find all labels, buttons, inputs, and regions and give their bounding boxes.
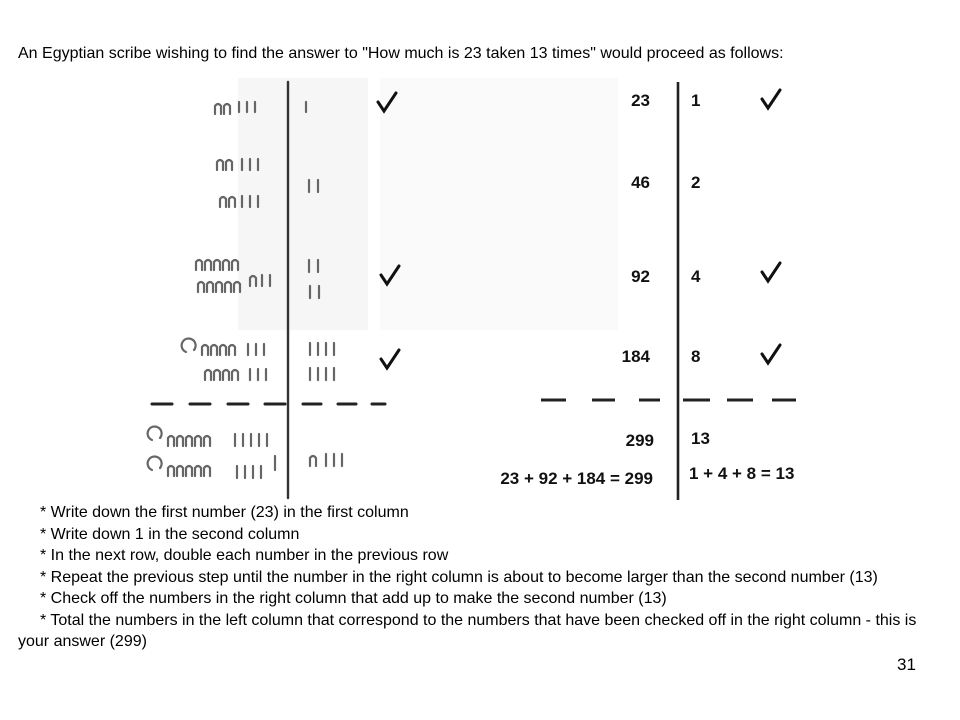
instruction-item: * Write down the first number (23) in the first column	[40, 504, 409, 521]
check-icon	[381, 350, 399, 368]
sum-left-equation: 23 + 92 + 184 = 299	[500, 469, 653, 488]
check-icon	[762, 345, 780, 363]
slide-number: 31	[897, 655, 916, 674]
result-left-value: 299	[625, 431, 654, 450]
check-icon	[762, 90, 780, 108]
sum-right-equation: 1 + 4 + 8 = 13	[689, 464, 795, 483]
left-value: 184	[621, 347, 650, 366]
check-icon	[762, 263, 780, 281]
right-value: 2	[691, 173, 701, 192]
instruction-item: * Check off the numbers in the right column that add up to make the second number (13)	[40, 590, 667, 607]
instruction-item: * Repeat the previous step until the number in the right column is about to become larger than the second number (13)	[40, 568, 878, 586]
hieroglyph-8	[310, 343, 334, 380]
figure-panel-right	[380, 78, 618, 330]
hieroglyph-299	[148, 427, 275, 478]
hieroglyph-184	[182, 339, 266, 380]
right-value: 4	[691, 267, 701, 286]
left-value: 92	[631, 267, 650, 286]
hieroglyph-13	[310, 454, 342, 466]
left-value: 46	[631, 173, 650, 192]
slide-title: An Egyptian scribe wishing to find the answer to "How much is 23 taken 13 times" would proceed as follows:	[18, 45, 784, 62]
right-value: 1	[691, 91, 701, 110]
number-checkmarks	[762, 90, 780, 363]
right-value: 8	[691, 347, 701, 366]
instruction-item: * In the next row, double each number in the previous row	[40, 547, 449, 564]
instruction-item: * Total the numbers in the left column that correspond to the numbers that have been checked off in the right column - this is your answer (299)	[18, 611, 917, 650]
instruction-list	[18, 502, 943, 653]
result-right-value: 13	[691, 429, 710, 448]
instruction-item: * Write down 1 in the second column	[40, 525, 300, 543]
left-value: 23	[631, 91, 650, 110]
